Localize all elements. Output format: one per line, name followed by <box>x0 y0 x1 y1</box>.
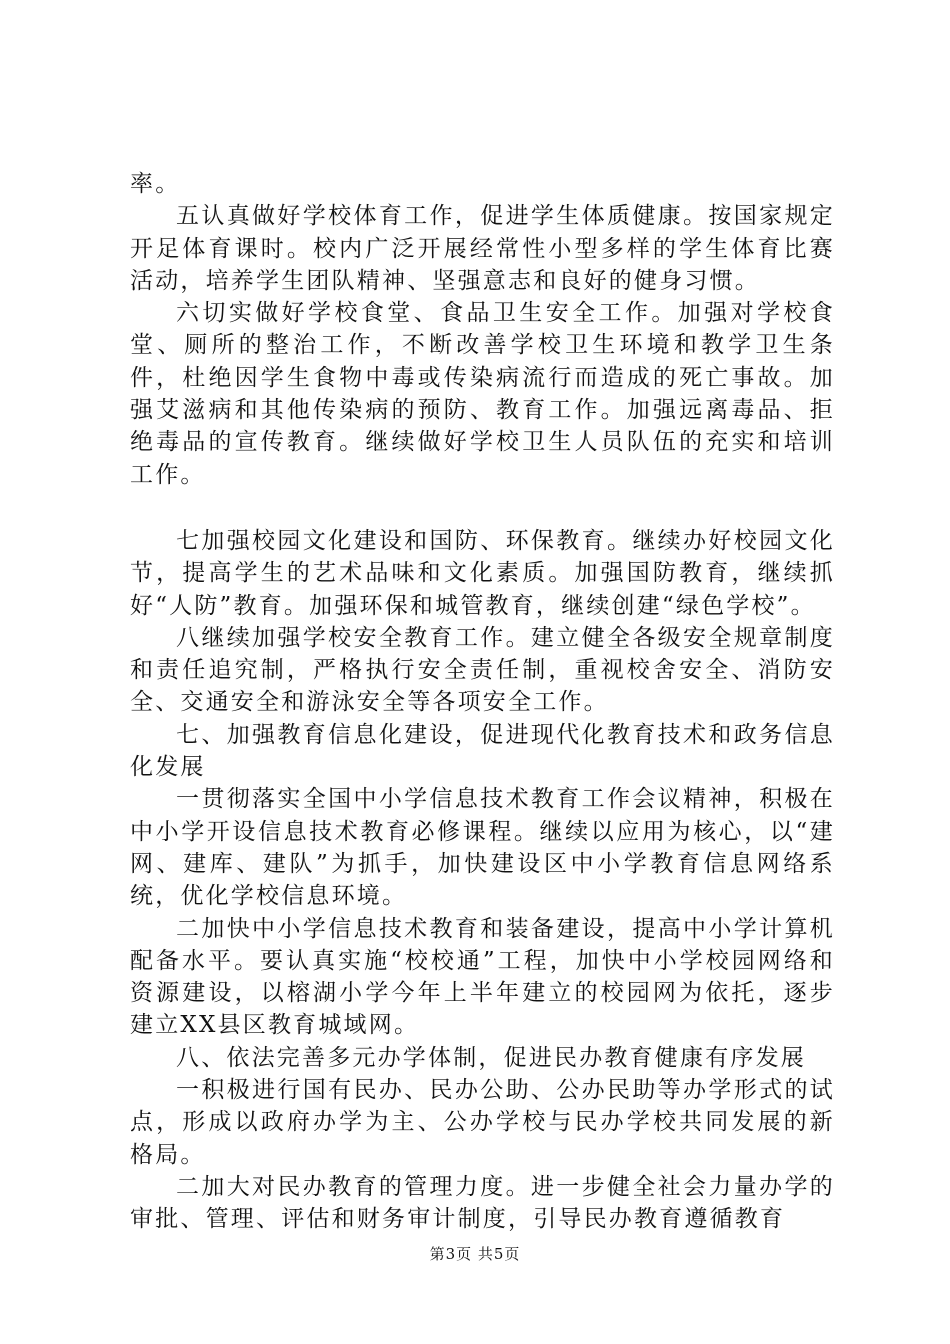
page-number-footer: 第3页 共5页 <box>429 1245 521 1263</box>
paragraph-campus-culture: 七加强校园文化建设和国防、环保教育。继续办好校园文化节，提高学生的艺术品味和文化素质。加强国防教育，继续抓好“人防”教育。加强环保和城管教育，继续创建“绿色学校”。 <box>130 527 835 619</box>
document-body <box>130 168 835 1236</box>
paragraph-it-education: 一贯彻落实全国中小学信息技术教育工作会议精神，积极在中小学开设信息技术教育必修课程。继续以应用为核心，以“建网、建库、建队”为抓手，加快建设区中小学教育信息网络系统，优化学校信息环境。 <box>130 786 835 910</box>
paragraph-sports: 五认真做好学校体育工作，促进学生体质健康。按国家规定开足体育课时。校内广泛开展经常性小型多样的学生体育比赛活动，培养学生团队精神、坚强意志和良好的健身习惯。 <box>130 203 835 294</box>
paragraph-safety-education: 八继续加强学校安全教育工作。建立健全各级安全规章制度和责任追究制，严格执行安全责任制，重视校舍安全、消防安全、交通安全和游泳安全等各项安全工作。 <box>130 624 835 716</box>
paragraph-private-management: 二加大对民办教育的管理力度。进一步健全社会力量办学的审批、管理、评估和财务审计制度，引导民办教育遵循教育 <box>130 1173 835 1233</box>
paragraph-food-safety: 六切实做好学校食堂、食品卫生安全工作。加强对学校食堂、厕所的整治工作，不断改善学校卫生环境和教学卫生条件，杜绝因学生食物中毒或传染病流行而造成的死亡事故。加强艾滋病和其他传染病的预防、教育工作。加强远离毒品、拒绝毒品的宣传教育。继续做好学校卫生人员队伍的充实和培训工作。 <box>130 300 835 488</box>
section-heading-private-education: 八、依法完善多元办学体制，促进民办教育健康有序发展 <box>176 1044 806 1071</box>
section-heading-informatization: 七、加强教育信息化建设，促进现代化教育技术和政务信息化发展 <box>130 721 835 781</box>
paragraph-it-equipment: 二加快中小学信息技术教育和装备建设，提高中小学计算机配备水平。要认真实施“校校通”工程，加快中小学校园网络和资源建设，以榕湖小学今年上半年建立的校园网为依托，逐步建立XX县区教育城域网。 <box>130 915 835 1039</box>
paragraph-continuation: 率。 <box>130 171 181 197</box>
paragraph-school-pilots: 一积极进行国有民办、民办公助、公办民助等办学形式的试点，形成以政府办学为主、公办学校与民办学校共同发展的新格局。 <box>130 1077 835 1168</box>
